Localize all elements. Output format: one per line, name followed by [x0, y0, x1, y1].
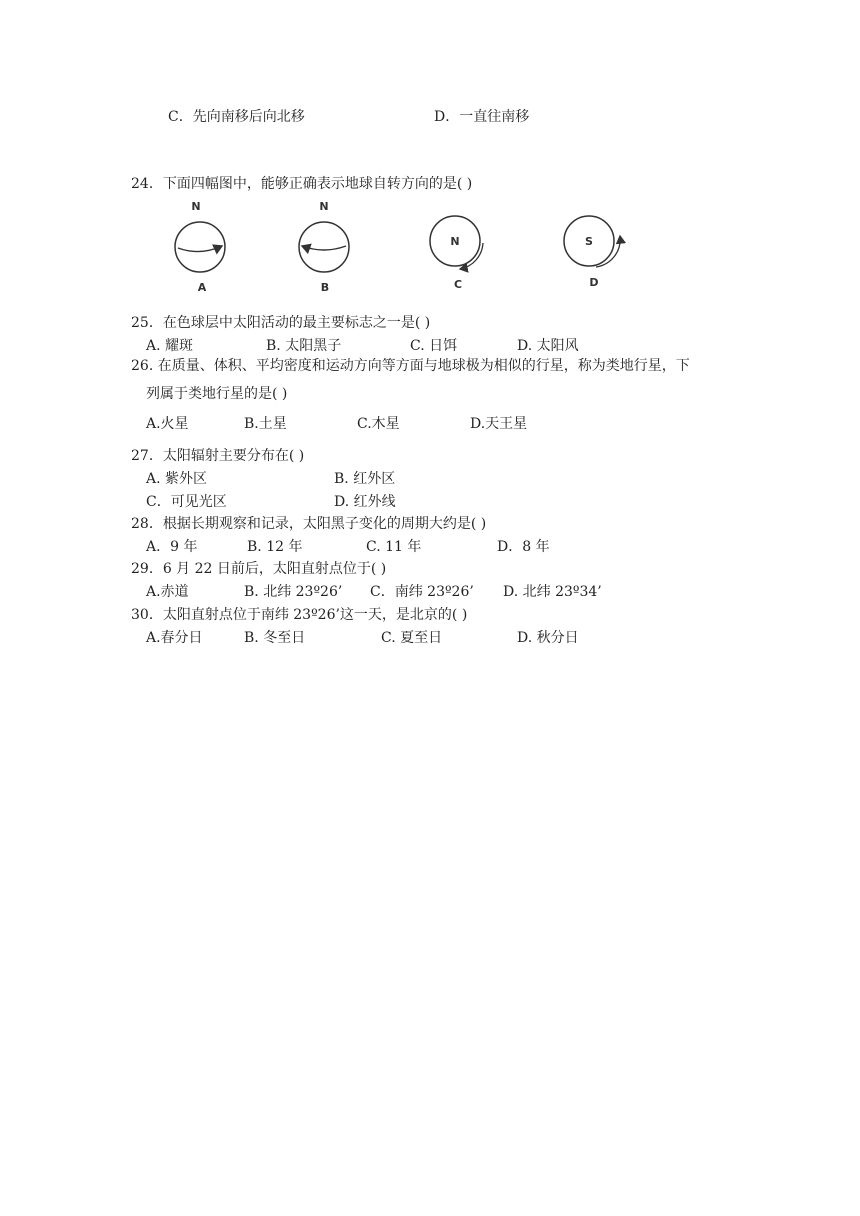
question-30-option-b: B. 冬至日	[244, 630, 306, 646]
question-27-option-c: C．可见光区	[146, 494, 227, 510]
diagram-b-arrow	[302, 246, 346, 250]
question-27-stem: 27．太阳辐射主要分布在( )	[131, 448, 305, 464]
question-30-option-c: C. 夏至日	[381, 630, 443, 646]
question-29-option-d: D. 北纬 23º34’	[503, 584, 602, 600]
diagram-a-pole: N	[191, 200, 201, 213]
diagram-c-pole: N	[450, 235, 460, 248]
question-25-stem: 25．在色球层中太阳活动的最主要标志之一是( )	[131, 315, 431, 331]
question-29-stem: 29．6 月 22 日前后，太阳直射点位于( )	[131, 561, 387, 577]
diagram-b-pole: N	[319, 200, 329, 213]
question-30-option-a: A.春分日	[146, 630, 203, 646]
question-24-stem: 24．下面四幅图中，能够正确表示地球自转方向的是( )	[131, 176, 473, 192]
question-26-option-a: A.火星	[146, 416, 189, 432]
diagram-c-label: C	[453, 278, 463, 291]
option-d-prev: D．一直往南移	[434, 109, 530, 125]
question-26-stem-line1: 26. 在质量、体积、平均密度和运动方向等方面与地球极为相似的行星，称为类地行星，下	[131, 358, 690, 374]
question-25-option-d: D. 太阳风	[517, 338, 579, 354]
earth-rotation-diagram	[160, 196, 650, 296]
question-27-option-d: D. 红外线	[334, 494, 396, 510]
diagram-a-label: A	[197, 281, 207, 294]
question-26-option-b: B.土星	[244, 416, 287, 432]
diagram-a-globe	[175, 222, 225, 272]
question-28-option-c: C. 11 年	[366, 539, 422, 555]
question-28-option-d: D．8 年	[497, 539, 550, 555]
question-27-option-b: B. 红外区	[334, 471, 396, 487]
diagram-b-label: B	[320, 281, 330, 294]
question-25-option-b: B. 太阳黑子	[266, 338, 342, 354]
diagram-d-pole: S	[585, 235, 593, 248]
question-26-option-d: D.天王星	[470, 416, 528, 432]
diagram-d-label: D	[589, 276, 599, 289]
question-26-option-c: C.木星	[357, 416, 400, 432]
question-25-option-a: A. 耀斑	[146, 338, 194, 354]
question-28-stem: 28．根据长期观察和记录，太阳黑子变化的周期大约是( )	[131, 516, 487, 532]
question-27-option-a: A. 紫外区	[146, 471, 208, 487]
question-29-option-a: A.赤道	[146, 584, 189, 600]
question-29-option-c: C．南纬 23º26’	[370, 584, 474, 600]
question-30-option-d: D. 秋分日	[517, 630, 579, 646]
question-26-stem-line2: 列属于类地行星的是( )	[146, 386, 288, 402]
question-28-option-a: A．9 年	[146, 539, 198, 555]
question-30-stem: 30．太阳直射点位于南纬 23º26’这一天，是北京的( )	[131, 607, 468, 623]
question-25-option-c: C. 日饵	[410, 338, 458, 354]
earth-rotation-figure	[160, 196, 650, 296]
option-c-prev: C．先向南移后向北移	[168, 109, 305, 125]
diagram-a-arrow	[178, 246, 222, 252]
diagram-d-arrow	[596, 236, 620, 267]
question-28-option-b: B. 12 年	[247, 539, 303, 555]
question-29-option-b: B. 北纬 23º26’	[244, 584, 343, 600]
